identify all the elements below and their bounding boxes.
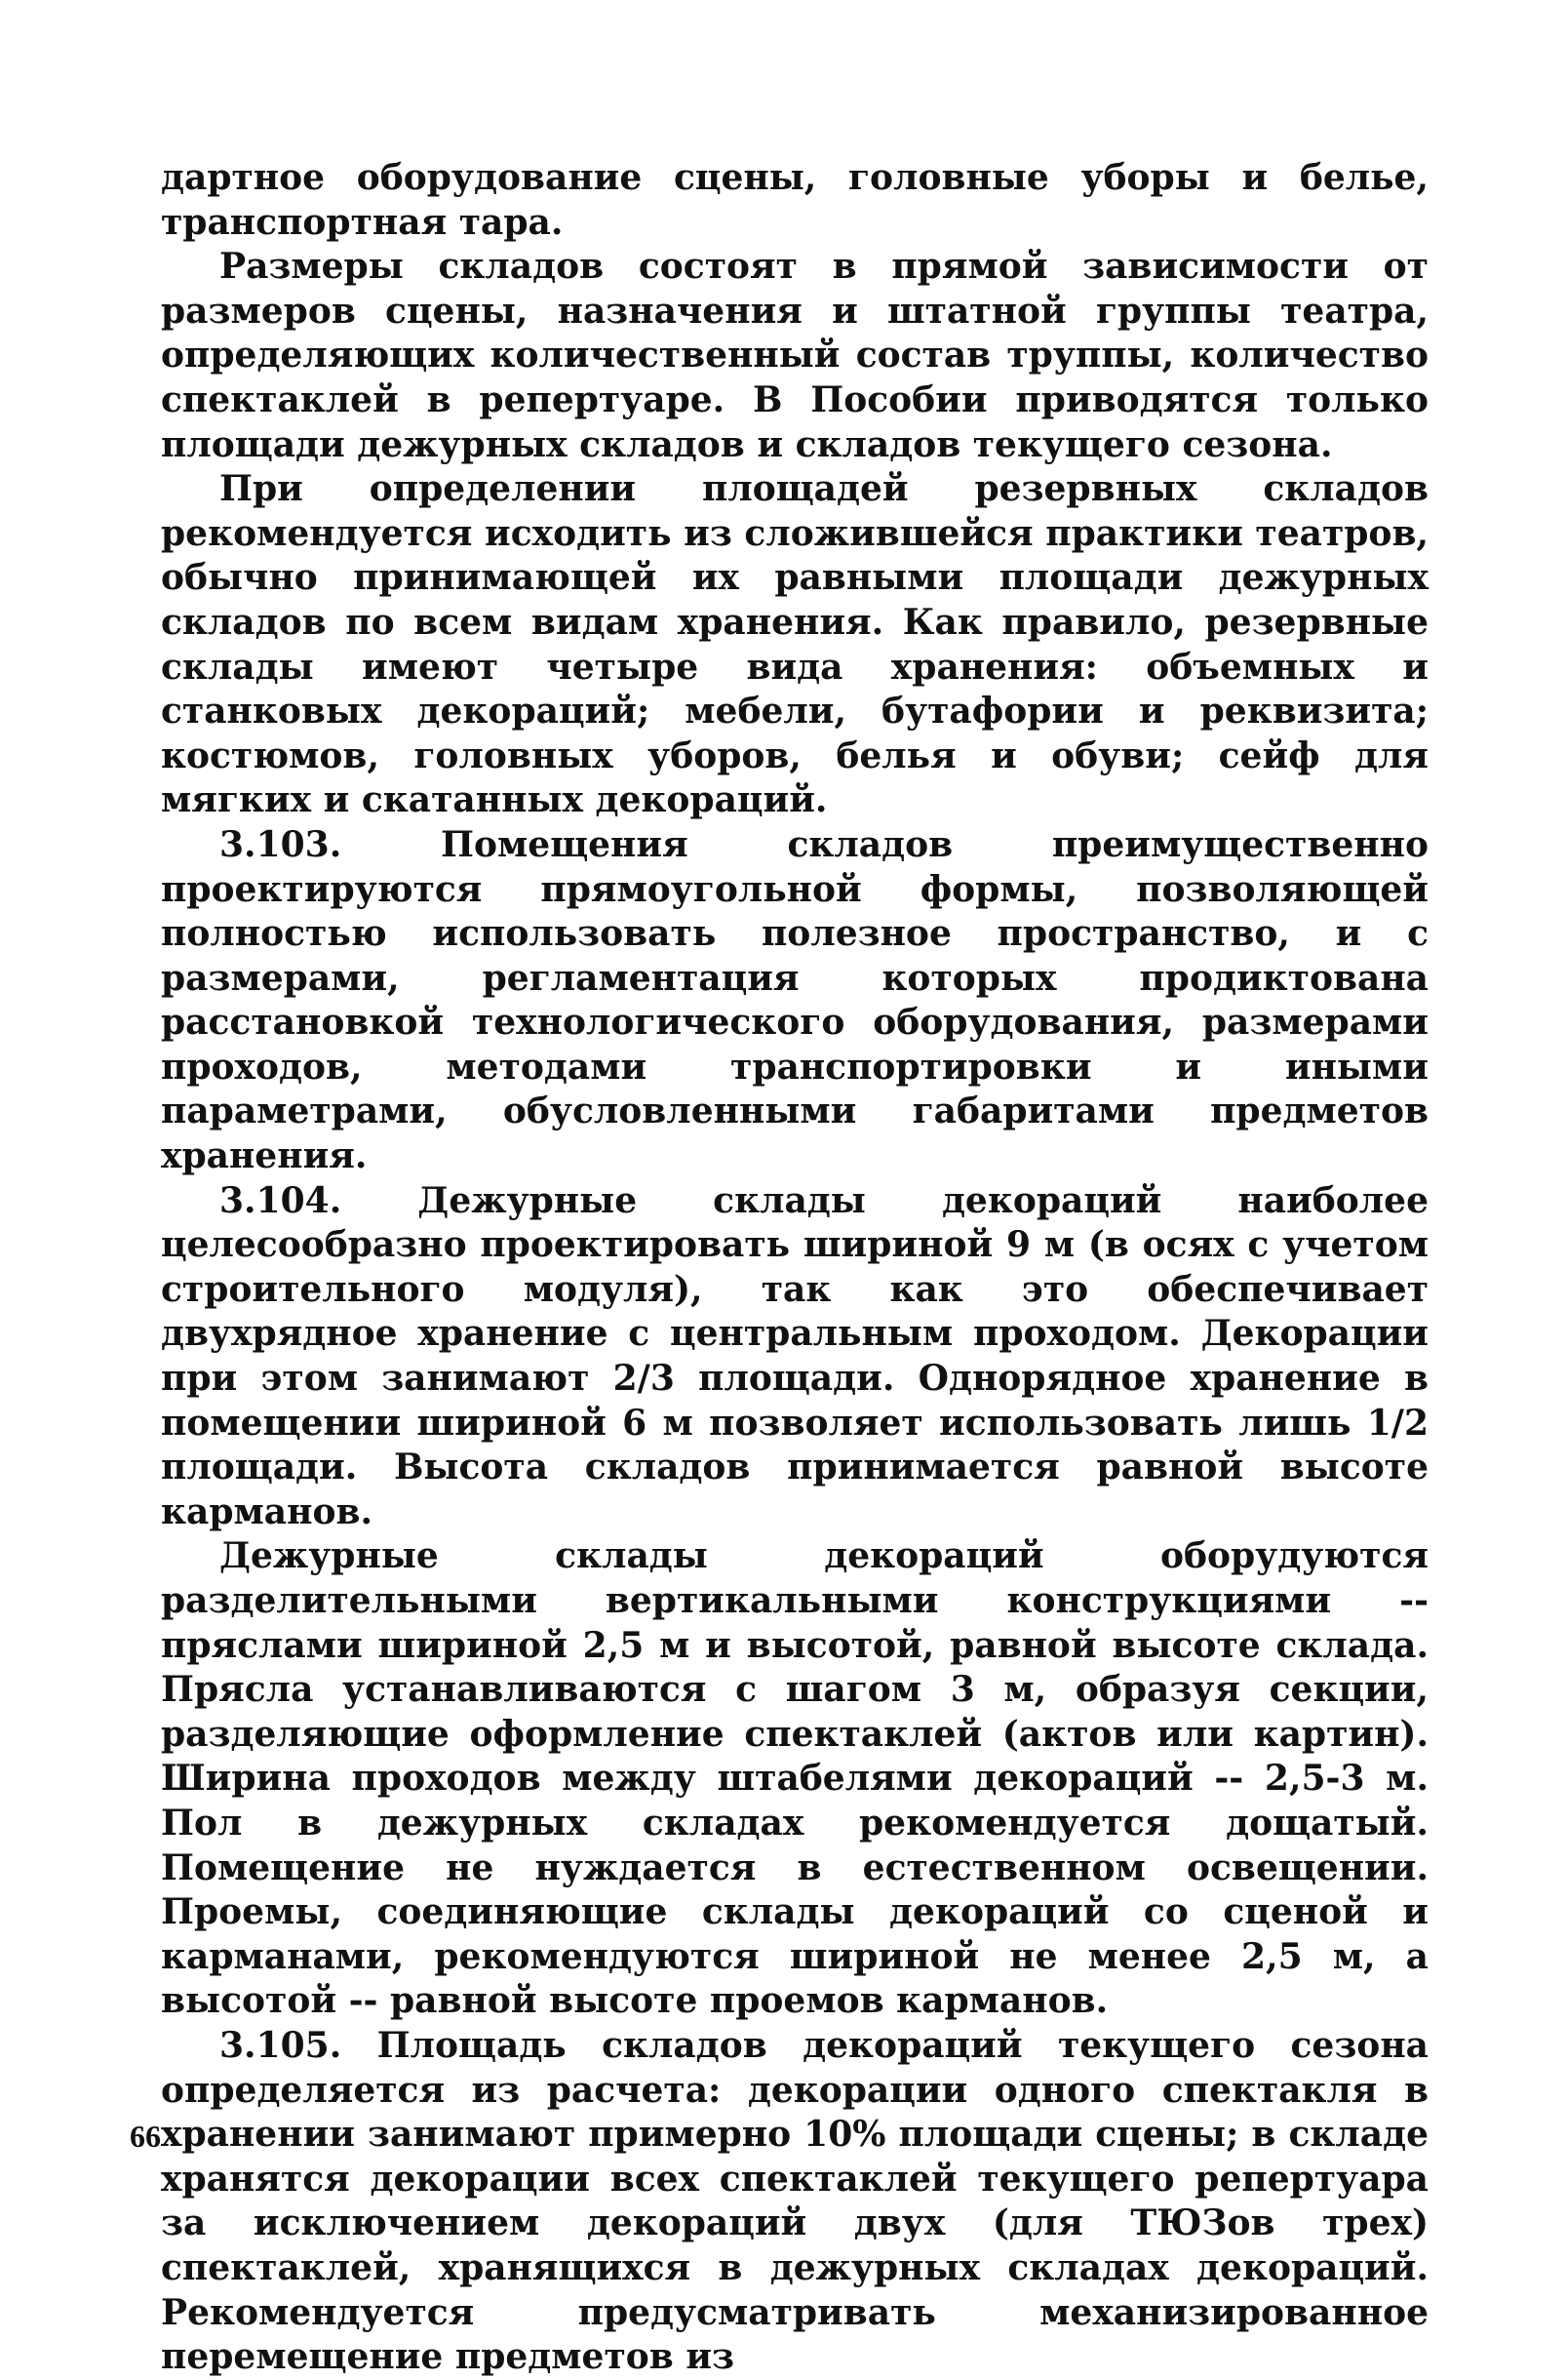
page-number: 66: [130, 2119, 161, 2154]
paragraph-3-104: 3.104. Дежурные склады декораций наиболее целесообразно проектировать шириной 9 м (в осях с учетом строительного модуля), так как это обеспечивает двухрядное хранение с центральным проходом. Декорации при этом занимают 2/3 площади. Однорядное хранение в помещении шириной 6 м позволяет использовать лишь 1/2 площади. Высота складов принимается равной высоте карманов.: [161, 1179, 1429, 1532]
body-text: [161, 156, 1429, 2380]
paragraph-continuation: дартное оборудование сцены, головные уборы и белье, транспортная тара.: [161, 157, 1429, 243]
paragraph-warehouse-size: Размеры складов состоят в прямой зависимости от размеров сцены, назначения и штатной группы театра, определяющих количественный состав труппы, количество спектаклей в репертуаре. В Пособии приводятся только площади дежурных складов и складов текущего сезона.: [161, 246, 1429, 465]
paragraph-reserve-warehouses: При определении площадей резервных складов рекомендуется исходить из сложившейся практики театров, обычно принимающей их равными площади дежурных складов по всем видам хранения. Как правило, резервные склады имеют четыре вида хранения: объемных и станковых декораций; мебели, бутафории и реквизита; костюмов, головных уборов, белья и обуви; сейф для мягких и скатанных декораций.: [161, 468, 1429, 821]
paragraph-duty-warehouse-equipment: Дежурные склады декораций оборудуются разделительными вертикальными конструкциями -- пряслами шириной 2,5 м и высотой, равной высоте склада. Прясла устанавливаются с шагом 3 м, образуя секции, разделяющие оформление спектаклей (актов или картин). Ширина проходов между штабелями декораций -- 2,5-3 м. Пол в дежурных складах рекомендуется дощатый. Помещение не нуждается в естественном освещении. Проемы, соединяющие склады декораций со сценой и карманами, рекомендуются шириной не менее 2,5 м, а высотой -- равной высоте проемов карманов.: [161, 1535, 1429, 2022]
paragraph-3-105: 3.105. Площадь складов декораций текущего сезона определяется из расчета: декорации одного спектакля в хранении занимают примерно 10% площади сцены; в складе хранятся декорации всех спектаклей текущего репертуара за исключением декораций двух (для ТЮЗов трех) спектаклей, хранящихся в дежурных складах декораций. Рекомендуется предусматривать механизированное перемещение предметов из: [161, 2024, 1429, 2378]
paragraph-3-103: 3.103. Помещения складов преимущественно проектируются прямоугольной формы, позволяющей полностью использовать полезное пространство, и с размерами, регламентация которых продиктована расстановкой технологического оборудования, размерами проходов, методами транспортировки и иными параметрами, обусловленными габаритами предметов хранения.: [161, 823, 1429, 1177]
